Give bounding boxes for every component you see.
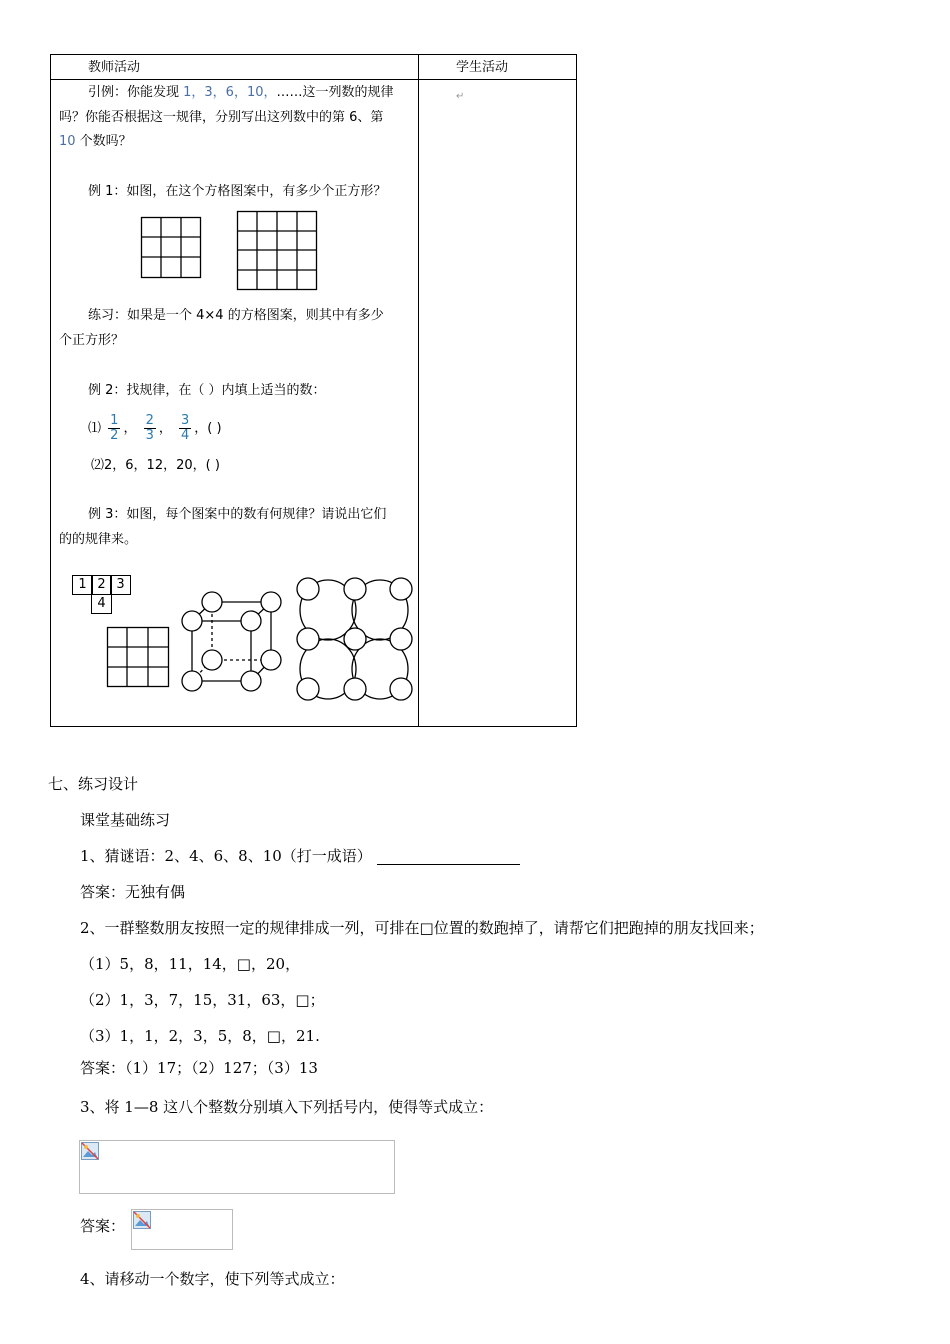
intro-num-6: 6、第 — [345, 110, 384, 125]
example-2-q2: ⑵2，6，12，20，( ) — [91, 458, 220, 473]
practice-line-2: 个正方形？ — [59, 333, 125, 348]
intro-text-a: 引例：你能发现 — [88, 85, 184, 100]
denominator: 4 — [181, 428, 190, 443]
box-3: 3 — [110, 575, 131, 595]
intro-line-2 — [59, 110, 383, 126]
return-mark: ↵ — [456, 91, 465, 102]
circle-lattice-figure — [295, 577, 413, 701]
box-2: 2 — [91, 575, 112, 595]
section-subheading: 课堂基础练习 — [80, 811, 171, 829]
header-divider — [51, 79, 576, 80]
numerator: 2 — [145, 413, 154, 428]
grid-4x4-figure — [237, 211, 317, 290]
equation-image-placeholder — [79, 1140, 395, 1194]
intro-line-1 — [88, 85, 394, 101]
small-grid-figure — [107, 627, 169, 687]
fraction-2 — [144, 414, 156, 443]
example-2: 例 2：找规律，在（ ）内填上适当的数： — [88, 383, 326, 398]
column-divider — [418, 55, 419, 726]
lesson-table — [50, 54, 577, 727]
fraction-1 — [108, 414, 120, 443]
question-2-part-1: （1）5，8，11，14，□，20， — [80, 955, 301, 973]
broken-image-icon — [133, 1211, 151, 1229]
intro-line-3 — [59, 134, 132, 150]
q1-label: ⑴ — [88, 421, 102, 436]
question-1 — [80, 847, 520, 865]
answer-image-placeholder — [131, 1209, 233, 1250]
question-2: 2、一群整数朋友按照一定的规律排成一列，可排在□位置的数跑掉了，请帮它们把跑掉的朋友找回来； — [80, 919, 764, 937]
question-4: 4、请移动一个数字，使下列等式成立： — [80, 1270, 345, 1288]
header-student-activity: 学生活动 — [456, 60, 509, 75]
intro-text-c: 吗？你能否根据这一规律，分别写出这列数中的第 — [59, 110, 346, 125]
example-3-line-1: 例 3：如图，每个图案中的数有何规律？请说出它们 — [88, 507, 387, 522]
numerator: 3 — [181, 413, 190, 428]
cube-circles-figure — [179, 590, 287, 702]
numbered-boxes-figure — [72, 575, 130, 613]
q1-tail: ，( ) — [194, 421, 222, 436]
question-3: 3、将 1—8 这八个整数分别填入下列括号内，使得等式成立： — [80, 1098, 494, 1116]
answer-2: 答案：（1）17；（2）127；（3）13 — [80, 1059, 318, 1077]
intro-text-b: ……这一列数的规律 — [276, 85, 394, 100]
header-teacher-activity: 教师活动 — [88, 60, 141, 75]
box-1: 1 — [72, 575, 93, 595]
grid-3x3-figure — [141, 217, 201, 279]
numerator: 1 — [110, 413, 119, 428]
fraction-3 — [179, 414, 191, 443]
intro-sequence: 1，3，6，10， — [183, 85, 277, 100]
box-4: 4 — [91, 594, 112, 614]
broken-image-icon — [81, 1142, 99, 1160]
section-heading: 七、练习设计 — [48, 775, 139, 793]
question-1-text: 1、猜谜语：2、4、6、8、10（打一成语） — [80, 847, 372, 865]
answer-blank — [377, 850, 520, 865]
question-2-part-3: （3）1，1，2，3，5，8，□，21. — [80, 1027, 320, 1045]
question-2-part-2: （2）1，3，7，15，31，63，□； — [80, 991, 325, 1009]
intro-text-d: 个数吗？ — [75, 134, 132, 149]
answer-3-label: 答案： — [80, 1217, 126, 1235]
example-1: 例 1：如图，在这个方格图案中，有多少个正方形？ — [88, 184, 387, 199]
practice-line-1: 练习：如果是一个 4×4 的方格图案，则其中有多少 — [88, 308, 384, 323]
denominator: 2 — [110, 428, 119, 443]
answer-1: 答案：无独有偶 — [80, 883, 186, 901]
denominator: 3 — [145, 428, 154, 443]
example-3-line-2: 的的规律来。 — [59, 532, 138, 547]
intro-num-10: 10 — [59, 134, 76, 149]
example-2-q1: ⑴ $\frac{1}{2}$ ， $\frac{2}{3}$ ， $\frac{3}{4}$ ，( ) — [88, 413, 222, 443]
